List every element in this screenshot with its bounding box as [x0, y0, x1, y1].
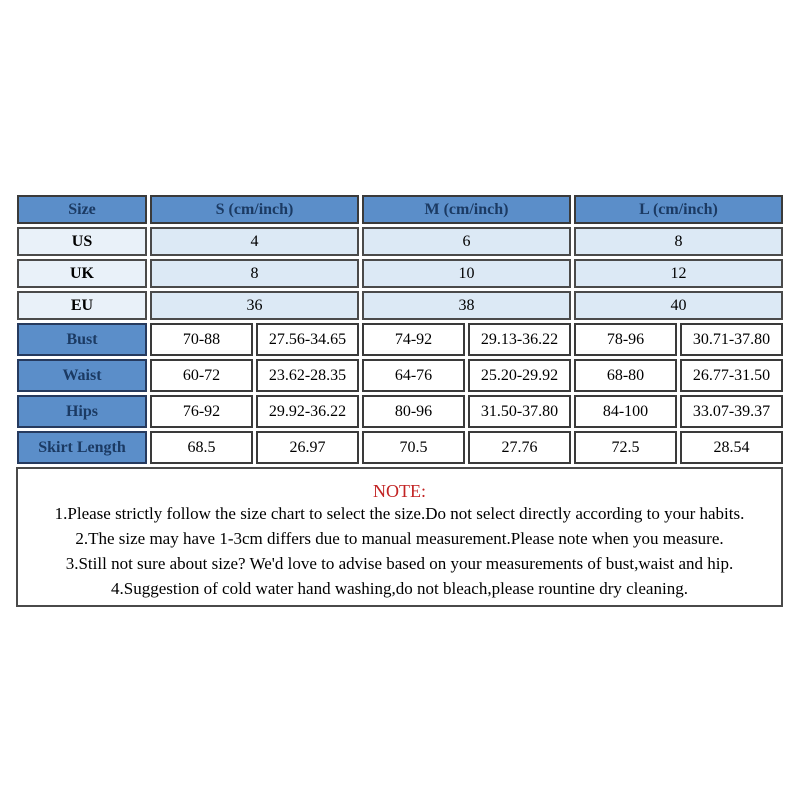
row-label-cell: Skirt Length: [17, 431, 147, 464]
note-line-4: 4.Suggestion of cold water hand washing,do not bleach,please rountine dry cleaning.: [111, 579, 688, 598]
value-cell: 29.92-36.22: [256, 395, 359, 428]
measure-row-hips: [17, 395, 783, 428]
value-cell: 68-80: [574, 359, 677, 392]
value-cell: 68.5: [150, 431, 253, 464]
value-cell: 60-72: [150, 359, 253, 392]
value-cell: 40: [574, 291, 783, 320]
value-cell: 6: [362, 227, 571, 256]
note-line-1: 1.Please strictly follow the size chart to select the size.Do not select directly according to your habits.: [54, 504, 745, 523]
value-cell: 31.50-37.80: [468, 395, 571, 428]
value-cell: 70.5: [362, 431, 465, 464]
value-cell: 25.20-29.92: [468, 359, 571, 392]
value-cell: 29.13-36.22: [468, 323, 571, 356]
value-cell: 12: [574, 259, 783, 288]
row-label-cell: Waist: [17, 359, 147, 392]
measure-row-bust: [17, 323, 783, 356]
value-cell: 28.54: [680, 431, 783, 464]
measure-row-waist: [17, 359, 783, 392]
row-label-cell: EU: [17, 291, 147, 320]
value-cell: 10: [362, 259, 571, 288]
header-cell-l: L (cm/inch): [574, 195, 783, 224]
value-cell: 23.62-28.35: [256, 359, 359, 392]
value-cell: 72.5: [574, 431, 677, 464]
note-lines: [18, 501, 781, 601]
row-label-cell: US: [17, 227, 147, 256]
value-cell: 27.76: [468, 431, 571, 464]
value-cell: 64-76: [362, 359, 465, 392]
value-cell: 78-96: [574, 323, 677, 356]
header-row: [17, 195, 783, 224]
value-cell: 33.07-39.37: [680, 395, 783, 428]
value-cell: 84-100: [574, 395, 677, 428]
value-cell: 26.97: [256, 431, 359, 464]
header-cell-size: Size: [17, 195, 147, 224]
size-row-us: [17, 227, 783, 256]
value-cell: 30.71-37.80: [680, 323, 783, 356]
value-cell: 76-92: [150, 395, 253, 428]
value-cell: 36: [150, 291, 359, 320]
size-row-uk: [17, 259, 783, 288]
measure-row-skirt-length: [17, 431, 783, 464]
value-cell: 74-92: [362, 323, 465, 356]
value-cell: 38: [362, 291, 571, 320]
row-label-cell: Hips: [17, 395, 147, 428]
row-label-cell: Bust: [17, 323, 147, 356]
value-cell: 26.77-31.50: [680, 359, 783, 392]
note-line-3: 3.Still not sure about size? We'd love to advise based on your measurements of bust,waist and hip.: [65, 554, 734, 573]
note-title: NOTE:: [373, 481, 426, 501]
header-cell-s: S (cm/inch): [150, 195, 359, 224]
value-cell: 4: [150, 227, 359, 256]
value-cell: 80-96: [362, 395, 465, 428]
value-cell: 8: [150, 259, 359, 288]
note-line-2: 2.The size may have 1-3cm differs due to manual measurement.Please note when you measure.: [75, 529, 724, 548]
value-cell: 70-88: [150, 323, 253, 356]
value-cell: 8: [574, 227, 783, 256]
row-label-cell: UK: [17, 259, 147, 288]
note-box: [16, 467, 783, 607]
size-row-eu: [17, 291, 783, 320]
header-cell-m: M (cm/inch): [362, 195, 571, 224]
size-chart-table: [14, 192, 786, 467]
value-cell: 27.56-34.65: [256, 323, 359, 356]
